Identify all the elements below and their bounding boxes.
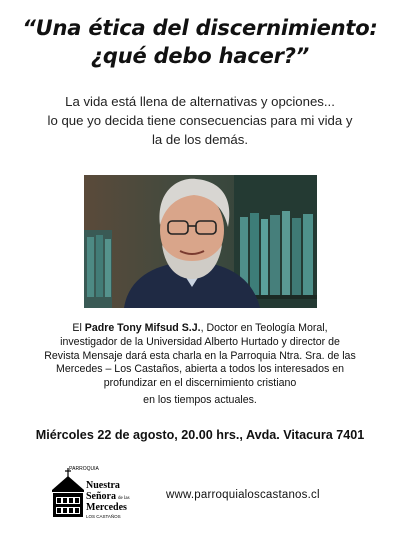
website-url: www.parroquialoscastanos.cl [166, 489, 320, 501]
caption-line-1 [20, 322, 380, 336]
speaker-portrait-photo [84, 175, 317, 308]
caption-line-6: en los tiempos actuales. [143, 393, 257, 406]
logo-line-3: Mercedes [86, 502, 127, 513]
event-details: Miércoles 22 de agosto, 20.00 hrs., Avda. Vitacura 7401 [35, 428, 365, 442]
caption-line-3: Revista Mensaje dará esta charla en la Parroquia Ntra. Sra. de las [44, 349, 356, 362]
logo-line-2: Señora [86, 491, 116, 502]
title-line-2: ¿qué debo hacer?” [90, 44, 310, 68]
speaker-description [20, 322, 380, 408]
logo-top-text: PARROQUIA [69, 466, 99, 472]
church-logo-icon [40, 464, 140, 524]
intro-text [0, 92, 400, 149]
caption-line-5: profundizar en el discernimiento cristiano [103, 377, 297, 390]
speaker-photo [84, 175, 317, 308]
caption-line-1-rest: , Doctor en Teología Moral, [200, 322, 328, 334]
logo-bottom-text: LOS CASTAÑOS [86, 514, 121, 519]
caption-line-4: Mercedes – Los Castaños, abierta a todos los interesados en [56, 363, 344, 376]
poster-title [0, 14, 400, 70]
parish-logo [40, 464, 140, 524]
speaker-name: Padre Tony Mifsud S.J. [84, 322, 201, 334]
logo-line-1: Nuestra [86, 480, 120, 491]
title-line-1: “Una ética del discernimiento: [22, 16, 378, 40]
caption-line-2: investigador de la Universidad Alberto Hurtado y director de [60, 335, 340, 348]
logo-line-2b: de las [118, 496, 130, 501]
intro-line-1: La vida está llena de alternativas y opciones... [65, 94, 335, 109]
intro-line-2: lo que yo decida tiene consecuencias para mi vida y [47, 113, 353, 128]
intro-line-3: la de los demás. [151, 132, 249, 147]
caption-prefix: El [72, 322, 85, 334]
